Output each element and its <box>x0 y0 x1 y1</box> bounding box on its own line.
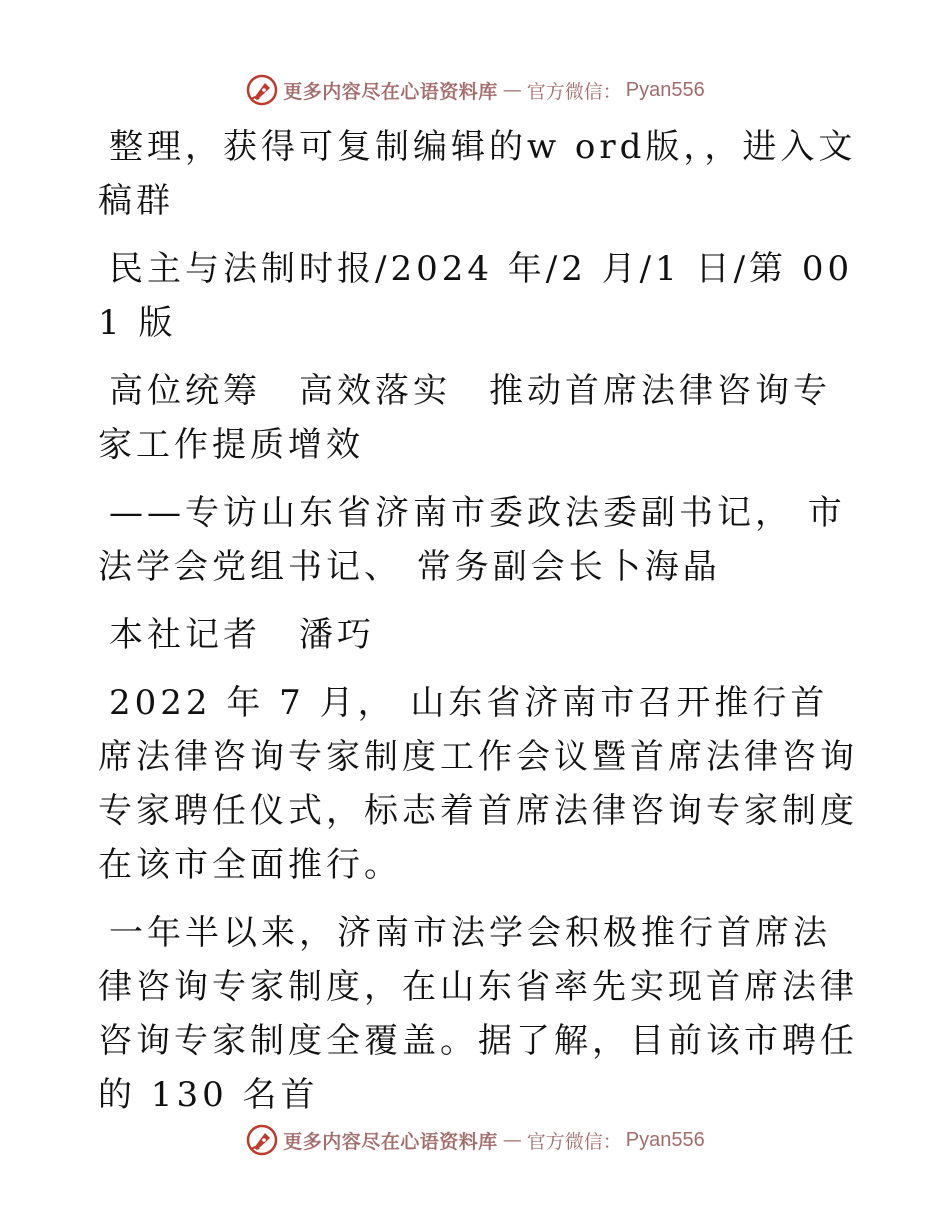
footer-banner <box>0 1120 950 1160</box>
footer-wechat-id: Pyan556 <box>625 1128 705 1151</box>
footer-banner-text: 更多内容尽在心语资料库 <box>283 1130 498 1153</box>
footer-wechat-label: 官方微信： <box>526 1130 622 1153</box>
footer-banner-inner <box>245 1123 705 1157</box>
source-line: 民主与法制时报/2024 年/2 月/1 日/第 001 版 <box>98 249 854 343</box>
headline: 高位统筹 高效落实 推动首席法律咨询专家工作提质增效 <box>98 371 831 465</box>
pen-nib-logo-icon <box>245 1123 279 1157</box>
header-banner-text: 更多内容尽在心语资料库 <box>283 80 498 103</box>
byline: 本社记者 潘巧 <box>109 615 375 655</box>
header-banner-inner <box>245 73 705 107</box>
intro-text: 整理，获得可复制编辑的w ord版，，进入文稿群 <box>98 127 857 221</box>
paragraph-1: 2022 年 7 月， 山东省济南市召开推行首席法律咨询专家制度工作会议暨首席法律咨询专家聘任仪式，标志着首席法律咨询专家制度在该市全面推行。 <box>98 683 858 885</box>
header-banner-dash: — <box>502 79 522 101</box>
document-body <box>98 120 858 1136</box>
header-banner <box>0 70 950 110</box>
footer-banner-dash: — <box>502 1129 522 1151</box>
pen-nib-logo-icon <box>245 73 279 107</box>
subtitle: ——专访山东省济南市委政法委副书记， 市法学会党组书记、 常务副会长卜海晶 <box>98 493 846 587</box>
header-wechat-id: Pyan556 <box>625 78 705 101</box>
paragraph-2: 一年半以来，济南市法学会积极推行首席法律咨询专家制度，在山东省率先实现首席法律咨询专家制度全覆盖。据了解，目前该市聘任的 130 名首 <box>98 913 858 1115</box>
header-wechat-label: 官方微信： <box>526 80 622 103</box>
